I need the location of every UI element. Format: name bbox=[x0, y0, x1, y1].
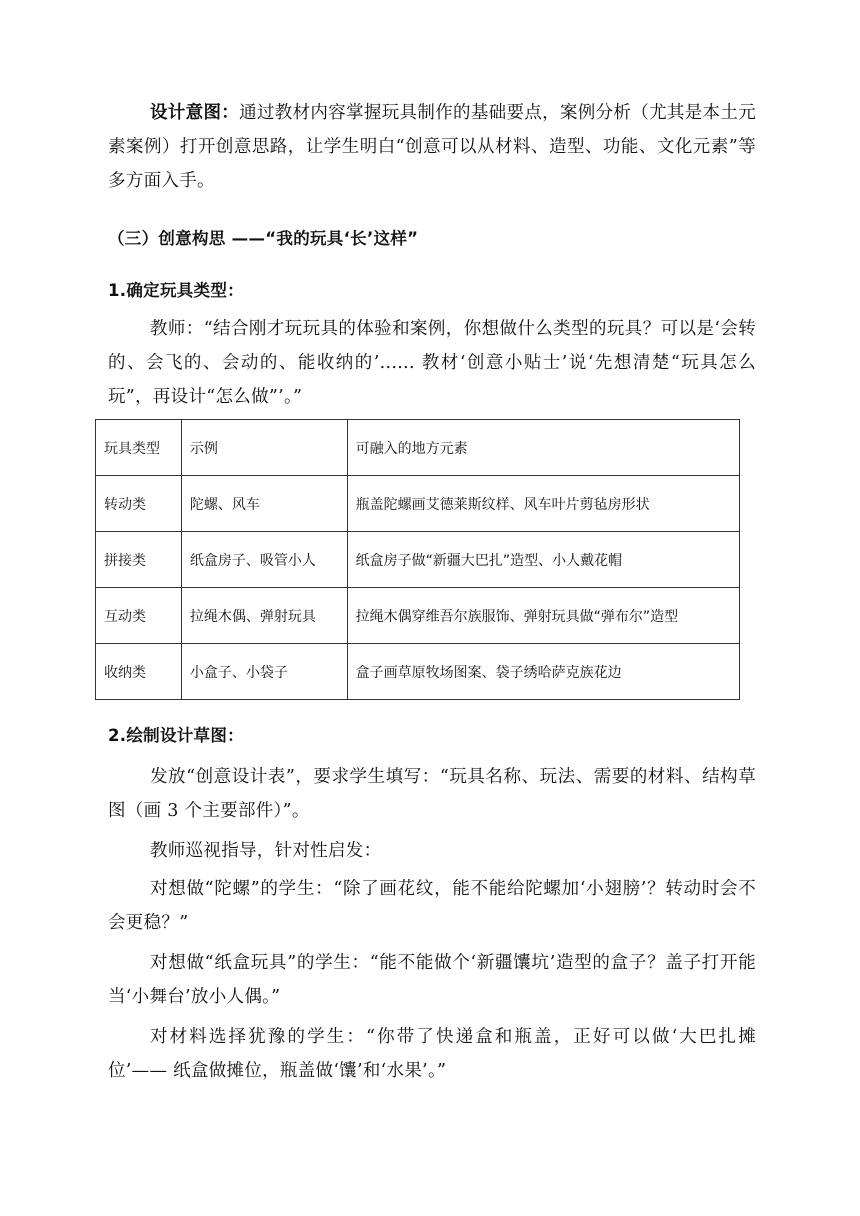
design-intent-text: 通过教材内容掌握玩具制作的基础要点，案例分析（尤其是本土元素案例）打开创意思路，让学生明白“创意可以从材料、造型、功能、文化元素”等多方面入手。 bbox=[108, 103, 756, 191]
table-cell: 拉绳木偶穿维吾尔族服饰、弹射玩具做“弹布尔”造型 bbox=[347, 588, 739, 644]
step2-paragraph-4: 对想做“纸盒玩具”的学生：“能不能做个‘新疆馕坑’造型的盒子？盖子打开能当‘小舞台’放小人偶。” bbox=[108, 953, 756, 1007]
step2-paragraph-1: 发放“创意设计表”，要求学生填写：“玩具名称、玩法、需要的材料、结构草图（画 3 个主要部件）”。 bbox=[108, 767, 756, 821]
table-cell: 纸盒房子做“新疆大巴扎”造型、小人戴花帽 bbox=[347, 532, 739, 588]
table-row bbox=[96, 532, 740, 588]
step2-paragraph-3: 对想做“陀螺”的学生：“除了画花纹，能不能给陀螺加‘小翅膀’？转动时会不会更稳？” bbox=[108, 879, 756, 933]
table-row bbox=[96, 476, 740, 532]
step1-teacher-paragraph: 教师：“结合刚才玩玩具的体验和案例，你想做什么类型的玩具？可以是‘会转的、会飞的、会动的、能收纳的’...... 教材‘创意小贴士’说‘先想清楚“玩具怎么玩”，再设计“怎么做”’。” bbox=[108, 319, 756, 407]
table-cell: 纸盒房子、吸管小人 bbox=[181, 532, 347, 588]
table-cell: 瓶盖陀螺画艾德莱斯纹样、风车叶片剪毡房形状 bbox=[347, 476, 739, 532]
step2-heading: 2.绘制设计草图： bbox=[108, 726, 244, 745]
table-row bbox=[96, 588, 740, 644]
step2-paragraph-5: 对材料选择犹豫的学生：“你带了快递盒和瓶盖，正好可以做‘大巴扎摊位’—— 纸盒做摊位，瓶盖做‘馕’和‘水果’。” bbox=[108, 1027, 756, 1081]
header-cell-elements: 可融入的地方元素 bbox=[347, 420, 739, 476]
table-cell: 陀螺、风车 bbox=[181, 476, 347, 532]
table-cell: 转动类 bbox=[96, 476, 182, 532]
table-cell: 收纳类 bbox=[96, 644, 182, 700]
design-intent-label: 设计意图： bbox=[150, 103, 240, 123]
table-header-row bbox=[96, 420, 740, 476]
table-cell: 盒子画草原牧场图案、袋子绣哈萨克族花边 bbox=[347, 644, 739, 700]
header-cell-type: 玩具类型 bbox=[96, 420, 182, 476]
table-cell: 拉绳木偶、弹射玩具 bbox=[181, 588, 347, 644]
table-cell: 拼接类 bbox=[96, 532, 182, 588]
step1-heading: 1.确定玩具类型： bbox=[108, 281, 244, 300]
header-cell-example: 示例 bbox=[181, 420, 347, 476]
step2-paragraph-2: 教师巡视指导，针对性启发： bbox=[150, 841, 382, 861]
section-heading: （三）创意构思 ——“我的玩具‘长’这样” bbox=[108, 229, 419, 248]
design-intent-paragraph bbox=[108, 96, 756, 198]
toy-type-table bbox=[95, 419, 740, 700]
table-row bbox=[96, 644, 740, 700]
table-cell: 小盒子、小袋子 bbox=[181, 644, 347, 700]
table-cell: 互动类 bbox=[96, 588, 182, 644]
